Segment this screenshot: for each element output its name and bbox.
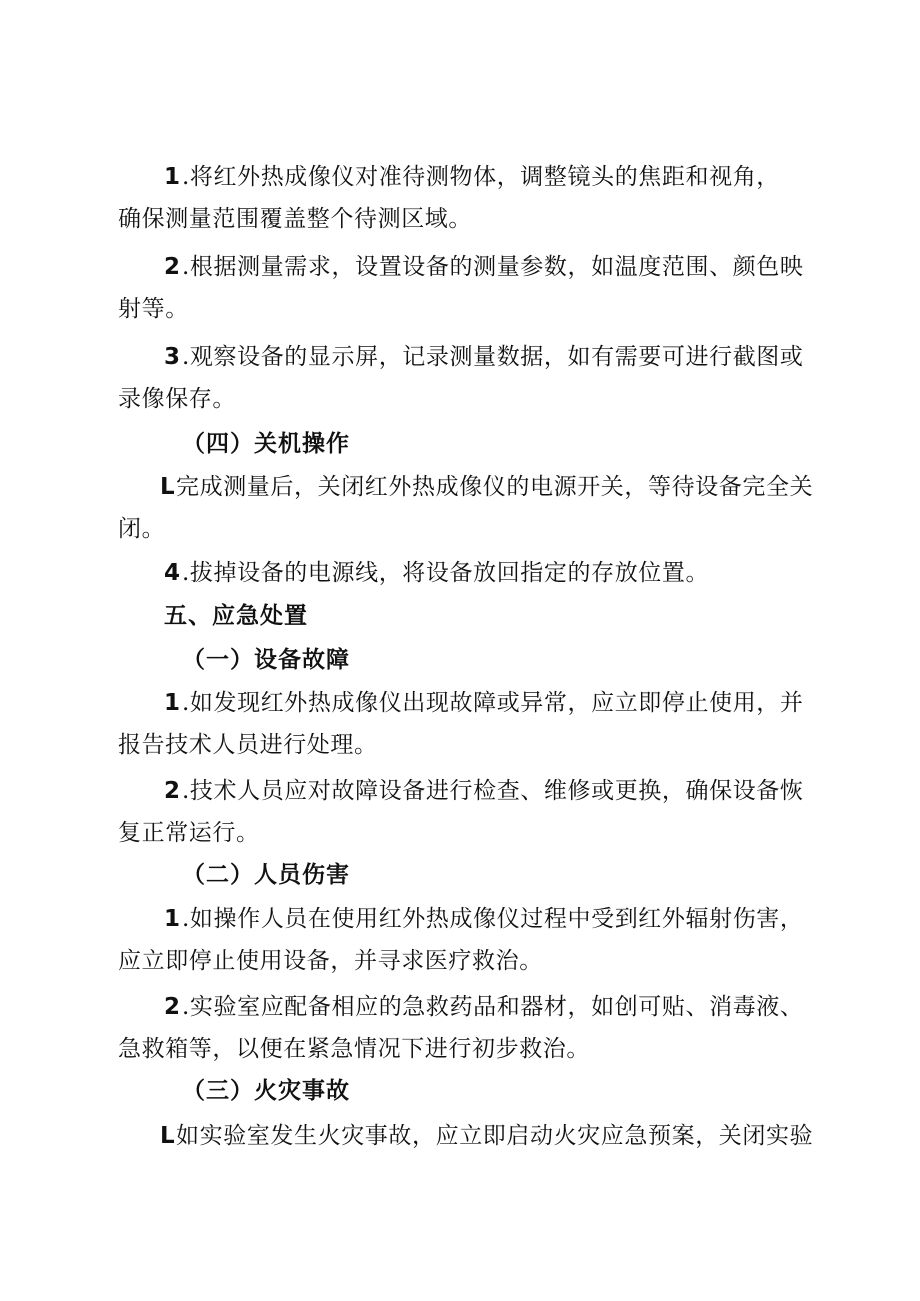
item-number: 1 (164, 690, 181, 716)
line-text: 应立即停止使用设备，并寻求医疗救治。 (118, 948, 543, 974)
item-number: 2 (164, 254, 181, 280)
item-number: 4 (164, 560, 181, 586)
heading-text: （四）关机操作 (182, 431, 350, 457)
line-text: .如操作人员在使用红外热成像仪过程中受到红外辐射伤害， (182, 906, 804, 932)
item-number: 2 (164, 778, 181, 804)
heading-text: （三）火灾事故 (182, 1078, 350, 1104)
item-number: 2 (164, 994, 181, 1020)
line-text: .将红外热成像仪对准待测物体，调整镜头的焦距和视角， (182, 164, 780, 190)
line-text: .如发现红外热成像仪出现故障或异常，应立即停止使用，并 (182, 690, 804, 716)
section-text: 五、应急处置 (164, 603, 308, 629)
line-text: 复正常运行。 (118, 820, 260, 846)
line-text: 如实验室发生火灾事故，应立即启动火灾应急预案，关闭实验 (176, 1123, 814, 1149)
item-number: 1 (164, 164, 181, 190)
item-number: 3 (164, 344, 181, 370)
item-number: L (160, 474, 176, 500)
line-text: 完成测量后，关闭红外热成像仪的电源开关，等待设备完全关 (176, 474, 814, 500)
line-text: 急救箱等，以便在紧急情况下进行初步救治。 (118, 1036, 590, 1062)
line-text: .技术人员应对故障设备进行检查、维修或更换，确保设备恢 (182, 778, 804, 804)
line-text: 报告技术人员进行处理。 (118, 732, 378, 758)
heading-text: （一）设备故障 (182, 647, 350, 673)
line-text: .根据测量需求，设置设备的测量参数，如温度范围、颜色映 (182, 254, 804, 280)
line-text: 录像保存。 (118, 386, 236, 412)
line-text: 射等。 (118, 296, 189, 322)
heading-text: （二）人员伤害 (182, 862, 350, 888)
line-text: .拔掉设备的电源线，将设备放回指定的存放位置。 (182, 560, 710, 586)
item-number: L (160, 1123, 176, 1149)
line-text: 闭。 (118, 516, 166, 542)
item-number: 1 (164, 906, 181, 932)
line-text: .观察设备的显示屏，记录测量数据，如有需要可进行截图或 (182, 344, 804, 370)
line-text: 确保测量范围覆盖整个待测区域。 (118, 206, 472, 232)
line-text: .实验室应配备相应的急救药品和器材，如创可贴、消毒液、 (182, 994, 804, 1020)
